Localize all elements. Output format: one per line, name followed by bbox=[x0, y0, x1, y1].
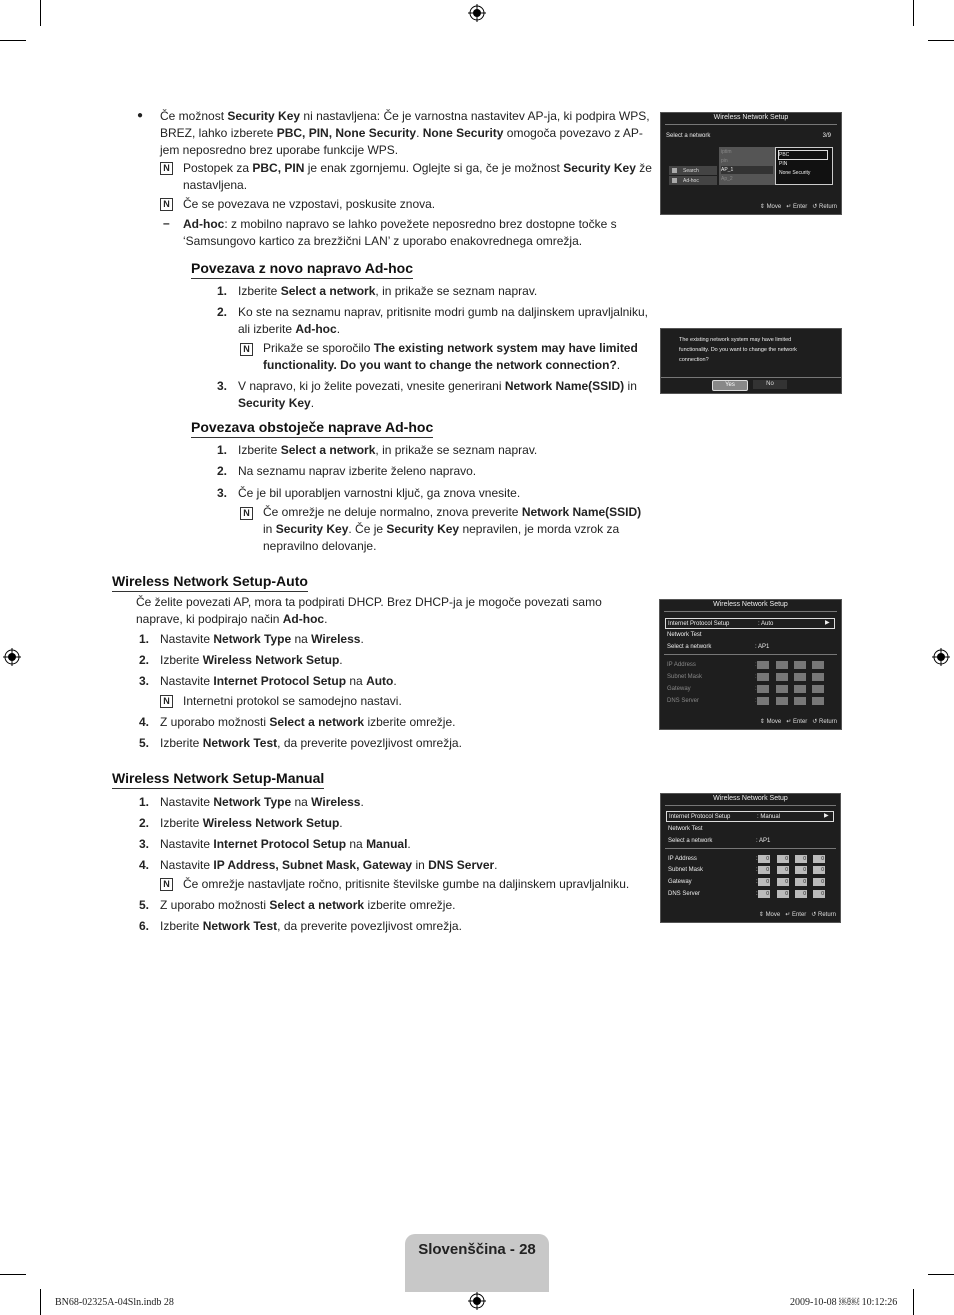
popup-item-pin[interactable]: PIN bbox=[779, 161, 788, 167]
ip-octet-box[interactable]: 0 bbox=[813, 855, 825, 863]
ip-octet-box[interactable]: 0 bbox=[813, 866, 825, 874]
step-text: Če je bil uporabljen varnostni ključ, ga znova vnesite. bbox=[238, 486, 521, 500]
list-item[interactable]: Ap_2 bbox=[721, 176, 733, 182]
screen-title: Wireless Network Setup bbox=[713, 601, 788, 608]
ip-octet-box bbox=[757, 697, 769, 705]
step-note: Če omrežje nastavljate ročno, pritisnite številske gumbe na daljinskem upravljalniku. bbox=[183, 877, 630, 891]
file-slug: BN68-02325A-04Sln.indb 28 bbox=[55, 1297, 174, 1308]
intro-note-1: Postopek za PBC, PIN je enak zgornjemu. Oglejte si ga, če je možnost Security Key že nastavljena. bbox=[183, 161, 652, 192]
divider bbox=[665, 805, 836, 806]
crop-mark bbox=[928, 40, 954, 41]
ip-octet-box bbox=[812, 661, 824, 669]
ip-octet-box[interactable]: 0 bbox=[758, 890, 770, 898]
list-item[interactable]: iptim bbox=[721, 149, 732, 155]
ip-octet-box bbox=[794, 661, 806, 669]
arrow-right-icon: ▶ bbox=[824, 813, 829, 819]
dns-server-label: DNS Server bbox=[667, 698, 700, 704]
blue-button-icon bbox=[672, 168, 677, 173]
screen-footer: ⇕ Move ↵ Enter ↺ Return bbox=[759, 719, 837, 725]
colon: : bbox=[755, 674, 757, 680]
step-number: 5. bbox=[139, 898, 150, 912]
step-number: 1. bbox=[139, 795, 150, 809]
gateway-label: Gateway bbox=[668, 879, 692, 885]
step-number: 4. bbox=[139, 715, 150, 729]
subnet-mask-label: Subnet Mask bbox=[667, 674, 703, 680]
auto-intro: Če želite povezati AP, mora ta podpirati DHCP. Brez DHCP-ja je mogoče povezati samo naprave, ki podpirajo način Ad-hoc. bbox=[136, 595, 602, 626]
ip-octet-box bbox=[812, 697, 824, 705]
step-text: Ko ste na seznamu naprav, pritisnite modri gumb na daljinskem upravljalniku, ali izberite Ad-hoc. bbox=[238, 305, 648, 336]
list-item-selected[interactable]: AP_1 bbox=[721, 166, 773, 174]
step-number: 3. bbox=[139, 674, 150, 688]
network-list[interactable] bbox=[719, 147, 775, 185]
intro-note-2: Če se povezava ne vzpostavi, poskusite znova. bbox=[183, 197, 436, 211]
yes-button[interactable]: Yes bbox=[712, 380, 748, 391]
step-note: Internetni protokol se samodejno nastavi. bbox=[183, 694, 402, 708]
ip-octet-box[interactable]: 0 bbox=[795, 890, 807, 898]
ip-octet-box[interactable]: 0 bbox=[795, 855, 807, 863]
divider bbox=[664, 654, 837, 655]
colon: : bbox=[755, 698, 757, 704]
network-test-row[interactable]: Network Test bbox=[667, 632, 702, 638]
ip-octet-box[interactable]: 0 bbox=[777, 866, 789, 874]
ip-octet-box bbox=[757, 661, 769, 669]
step-text: Nastavite Internet Protocol Setup na Auto. bbox=[160, 674, 397, 688]
crop-mark bbox=[913, 0, 914, 26]
search-button[interactable]: Search bbox=[669, 166, 717, 175]
step-text: Na seznamu naprav izberite želeno napravo. bbox=[238, 464, 477, 478]
step-number: 2. bbox=[139, 816, 150, 830]
step-number: 1. bbox=[217, 443, 228, 457]
ip-octet-box bbox=[812, 673, 824, 681]
popup-item-pbc[interactable]: PBC bbox=[778, 150, 828, 160]
step-number: 3. bbox=[217, 486, 228, 500]
step-text: Izberite Select a network, in prikaže se seznam naprav. bbox=[238, 284, 538, 298]
step-text: Nastavite IP Address, Subnet Mask, Gateway in DNS Server. bbox=[160, 858, 498, 872]
screen-setup-manual bbox=[660, 793, 841, 923]
ip-octet-box bbox=[794, 673, 806, 681]
section-title-auto: Wireless Network Setup-Auto bbox=[112, 572, 308, 592]
select-network-value: : AP1 bbox=[756, 838, 771, 844]
registration-mark-icon bbox=[468, 4, 486, 22]
select-network-value: : AP1 bbox=[755, 644, 770, 650]
step-text: Izberite Wireless Network Setup. bbox=[160, 653, 343, 667]
button-icon bbox=[672, 178, 677, 183]
section-title-existing-adhoc: Povezava obstoječe naprave Ad-hoc bbox=[191, 418, 433, 438]
step-text: V napravo, ki jo želite povezati, vnesite generirani Network Name(SSID) in Security Key. bbox=[238, 379, 637, 410]
screen-footer: ⇕ Move ↵ Enter ↺ Return bbox=[759, 204, 837, 210]
list-item[interactable]: pin bbox=[721, 158, 728, 164]
step-text: Nastavite Network Type na Wireless. bbox=[160, 795, 364, 809]
step-text: Nastavite Internet Protocol Setup na Manual. bbox=[160, 837, 411, 851]
ip-octet-box[interactable]: 0 bbox=[813, 890, 825, 898]
ip-octet-box bbox=[776, 661, 788, 669]
step-number: 1. bbox=[139, 632, 150, 646]
colon: : bbox=[755, 686, 757, 692]
ip-octet-box bbox=[812, 685, 824, 693]
ip-octet-box[interactable]: 0 bbox=[758, 855, 770, 863]
screen-message-dialog bbox=[660, 328, 842, 394]
registration-mark-icon bbox=[3, 648, 21, 666]
ip-octet-box bbox=[794, 685, 806, 693]
select-network-row[interactable]: Select a network bbox=[667, 644, 712, 650]
divider bbox=[664, 611, 837, 612]
ips-row[interactable]: Internet Protocol Setup : Manual ▶ bbox=[666, 811, 834, 822]
step-number: 1. bbox=[217, 284, 228, 298]
step-number: 2. bbox=[217, 464, 228, 478]
divider bbox=[665, 848, 836, 849]
divider bbox=[661, 377, 841, 378]
ip-octet-box[interactable]: 0 bbox=[777, 890, 789, 898]
subnet-mask-label: Subnet Mask bbox=[668, 867, 704, 873]
select-network-label: Select a network bbox=[666, 133, 711, 139]
colon: : bbox=[756, 879, 758, 885]
screen-title: Wireless Network Setup bbox=[713, 114, 789, 121]
registration-mark-icon bbox=[932, 648, 950, 666]
divider bbox=[665, 124, 837, 125]
colon: : bbox=[755, 662, 757, 668]
step-text: Izberite Wireless Network Setup. bbox=[160, 816, 343, 830]
step-note: Prikaže se sporočilo The existing network system may have limited functionality. Do you want to change the network connection?. bbox=[263, 341, 638, 372]
screen-title: Wireless Network Setup bbox=[713, 795, 788, 802]
ip-octet-box[interactable]: 0 bbox=[758, 866, 770, 874]
ip-octet-box[interactable]: 0 bbox=[795, 878, 807, 886]
ip-octet-box[interactable]: 0 bbox=[795, 866, 807, 874]
popup-item-none[interactable]: None Security bbox=[779, 170, 811, 176]
screen-setup-auto bbox=[659, 599, 842, 730]
intro-bullet-text: Če možnost Security Key ni nastavljena: Če je varnostna nastavitev AP-ja, ki podpira WPS, BREZ, lahko izberete PBC, PIN, None Security. None Security omogoča povezavo z AP-jem neposredno brez uporabe funkcije WPS. bbox=[160, 109, 650, 157]
adhoc-button[interactable]: Ad-hoc bbox=[669, 176, 717, 185]
note-icon: N bbox=[240, 507, 253, 520]
ip-octet-box bbox=[776, 685, 788, 693]
note-icon: N bbox=[160, 162, 173, 175]
dash-icon: – bbox=[163, 216, 170, 230]
step-text: Nastavite Network Type na Wireless. bbox=[160, 632, 364, 646]
crop-mark bbox=[40, 1289, 41, 1315]
ip-octet-box[interactable]: 0 bbox=[813, 878, 825, 886]
crop-mark bbox=[0, 1274, 26, 1275]
dns-server-label: DNS Server bbox=[668, 891, 701, 897]
bullet-icon: ● bbox=[137, 110, 144, 121]
ips-row[interactable]: Internet Protocol Setup : Auto ▶ bbox=[665, 618, 835, 629]
step-number: 3. bbox=[139, 837, 150, 851]
colon: : bbox=[756, 867, 758, 873]
step-number: 5. bbox=[139, 736, 150, 750]
ip-address-label: IP Address bbox=[667, 662, 696, 668]
step-number: 3. bbox=[217, 379, 228, 393]
crop-mark bbox=[40, 0, 41, 26]
adhoc-text: Ad-hoc: z mobilno napravo se lahko povežete neposredno brez dostopne točke s ‘Samsungovo kartico za brezžični LAN’ z uporabo enakovrednega omrežja. bbox=[183, 217, 617, 248]
step-text: Izberite Network Test, da preverite povezljivost omrežja. bbox=[160, 919, 462, 933]
note-icon: N bbox=[160, 198, 173, 211]
ip-octet-box[interactable]: 0 bbox=[758, 878, 770, 886]
step-number: 4. bbox=[139, 858, 150, 872]
colon: : bbox=[756, 856, 758, 862]
ip-octet-box bbox=[757, 673, 769, 681]
note-icon: N bbox=[160, 878, 173, 891]
ip-octet-box bbox=[776, 673, 788, 681]
step-number: 2. bbox=[139, 653, 150, 667]
ip-octet-box bbox=[794, 697, 806, 705]
registration-mark-icon bbox=[468, 1292, 486, 1310]
ip-address-label: IP Address bbox=[668, 856, 697, 862]
ip-octet-box[interactable]: 0 bbox=[777, 878, 789, 886]
section-title-new-adhoc: Povezava z novo napravo Ad-hoc bbox=[191, 259, 413, 279]
note-icon: N bbox=[160, 695, 173, 708]
step-text: Izberite Select a network, in prikaže se seznam naprav. bbox=[238, 443, 538, 457]
no-button[interactable]: No bbox=[753, 380, 787, 389]
page-number-label: Slovenščina - 28 bbox=[418, 1241, 536, 1258]
screen-network-list bbox=[660, 112, 842, 215]
ip-octet-box[interactable]: 0 bbox=[777, 855, 789, 863]
crop-mark bbox=[913, 1289, 914, 1315]
arrow-right-icon: ▶ bbox=[825, 620, 830, 626]
crop-mark bbox=[928, 1274, 954, 1275]
dialog-message: The existing network system may have limited functionality. Do you want to change the network connection? bbox=[679, 337, 797, 363]
step-note: Če omrežje ne deluje normalno, znova preverite Network Name(SSID) in Security Key. Če je Security Key nepravilen, je morda vzrok za nepravilno delovanje. bbox=[263, 505, 642, 553]
step-number: 2. bbox=[217, 305, 228, 319]
gateway-label: Gateway bbox=[667, 686, 691, 692]
step-text: Z uporabo možnosti Select a network izberite omrežje. bbox=[160, 715, 456, 729]
select-network-row[interactable]: Select a network bbox=[668, 838, 713, 844]
security-popup[interactable] bbox=[775, 147, 833, 185]
page-count: 3/9 bbox=[822, 133, 831, 139]
section-title-manual: Wireless Network Setup-Manual bbox=[112, 769, 324, 789]
ip-octet-box bbox=[776, 697, 788, 705]
screen-footer: ⇕ Move ↵ Enter ↺ Return bbox=[758, 912, 836, 918]
network-test-row[interactable]: Network Test bbox=[668, 826, 703, 832]
crop-mark bbox=[0, 40, 26, 41]
step-number: 6. bbox=[139, 919, 150, 933]
note-icon: N bbox=[240, 343, 253, 356]
ip-octet-box bbox=[757, 685, 769, 693]
step-text: Z uporabo možnosti Select a network izberite omrežje. bbox=[160, 898, 456, 912]
step-text: Izberite Network Test, da preverite povezljivost omrežja. bbox=[160, 736, 462, 750]
colon: : bbox=[756, 891, 758, 897]
date-slug: 2009-10-08 ￼￼ 10:12:26 bbox=[790, 1297, 898, 1308]
